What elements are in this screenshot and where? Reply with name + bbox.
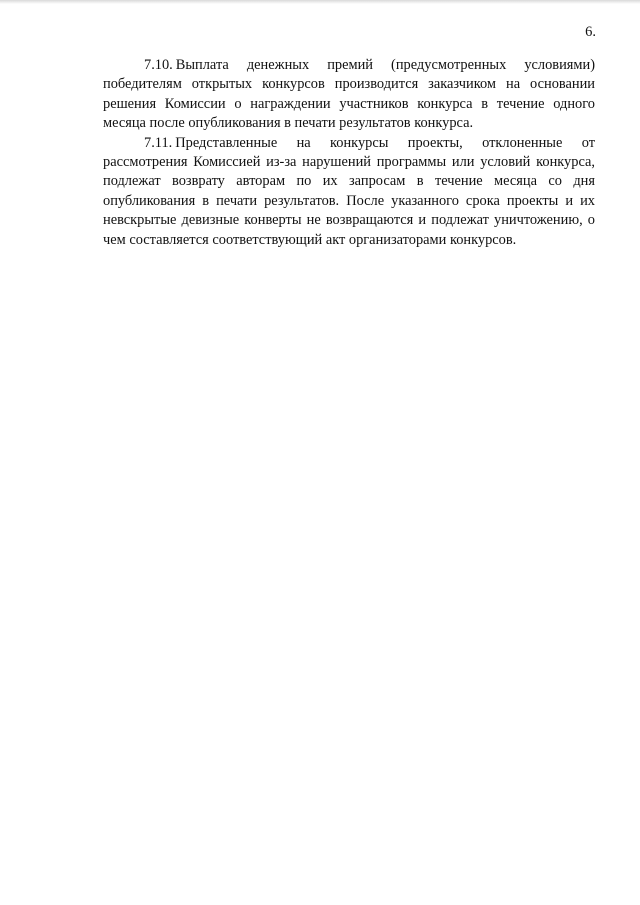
paragraph-7-11 xyxy=(103,134,595,250)
paragraph-number: 7.11. xyxy=(144,134,173,151)
paragraph-text: Представленные на конкурсы проекты, отклоненные от рассмотрения Комиссией из-за нарушений программы или условий конкурса, подлежат возврату авторам по их запросам в течение месяца со дня опубликования в печати результатов. После указанного срока проекты и их невскрытые девизные конверты не возвращаются и подлежат уничтожению, о чем составляется соответствующий акт организаторами конкурсов. xyxy=(103,134,595,248)
paragraph-7-10 xyxy=(103,56,595,134)
document-body xyxy=(103,56,595,250)
paragraph-number: 7.10. xyxy=(144,57,173,73)
paragraph-text: Выплата денежных премий (предусмотренных условиями) победителям открытых конкурсов производится заказчиком на основании решения Комиссии о награждении участников конкурса в течение одного месяца после опубликования в печати результатов конкурса. xyxy=(103,57,595,132)
scan-edge xyxy=(0,0,640,4)
page-number: 6. xyxy=(585,24,596,40)
